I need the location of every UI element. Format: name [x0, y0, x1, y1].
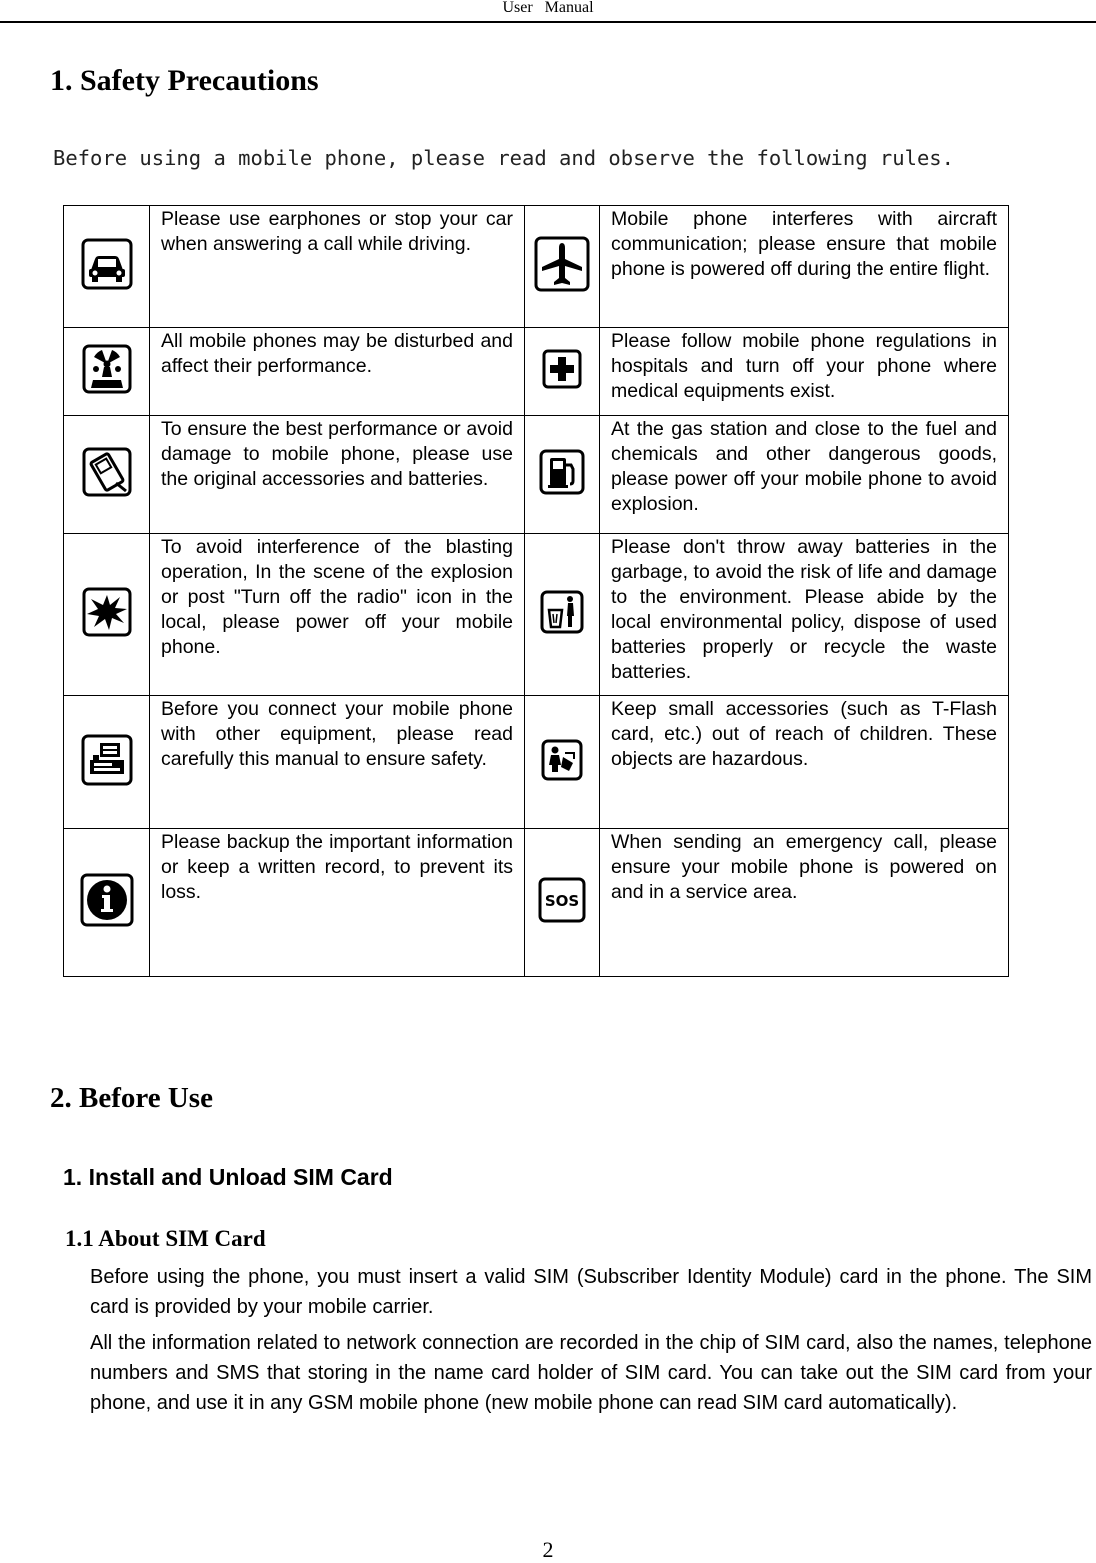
section-2-title: 2. Before Use: [50, 1082, 213, 1114]
explosion-icon: [82, 587, 132, 637]
precaution-accessories: To ensure the best performance or avoid damage to mobile phone, please use the original accessories and batteries.: [150, 416, 525, 534]
icon-cell: [525, 416, 600, 534]
table-row: [64, 416, 1009, 534]
subsection-title: 1. Install and Unload SIM Card: [63, 1164, 393, 1190]
table-row: [64, 206, 1009, 328]
icon-cell: [525, 829, 600, 977]
info-icon: [80, 873, 134, 927]
battery-accessory-icon: [82, 447, 132, 497]
precaution-emergency-call: When sending an emergency call, please ensure your mobile phone is powered on and in a service area.: [600, 829, 1009, 977]
section-1-title: 1. Safety Precautions: [50, 64, 319, 97]
icon-cell: [525, 696, 600, 829]
connect-equipment-icon: [81, 734, 133, 786]
icon-cell: [64, 416, 150, 534]
precaution-driving: Please use earphones or stop your car when answering a call while driving.: [150, 206, 525, 328]
table-row: [64, 829, 1009, 977]
paragraph: Before using the phone, you must insert a valid SIM (Subscriber Identity Module) card in the phone. The SIM card is provided by your mobile carrier.: [90, 1266, 1092, 1318]
sos-icon: [538, 877, 586, 923]
precaution-gas-station: At the gas station and close to the fuel and chemicals and other dangerous goods, please power off your mobile phone to avoid explosion.: [600, 416, 1009, 534]
precaution-backup: Please backup the important information or keep a written record, to prevent its loss.: [150, 829, 525, 977]
icon-cell: [64, 534, 150, 696]
icon-cell: [525, 328, 600, 416]
table-row: [64, 328, 1009, 416]
fuel-pump-icon: [539, 449, 585, 495]
precaution-hospitals: Please follow mobile phone regulations in hospitals and turn off your phone where medical equipments exist.: [600, 328, 1009, 416]
page-number: 2: [542, 1537, 554, 1562]
icon-cell: [64, 696, 150, 829]
section-1-intro: Before using a mobile phone, please read and observe the following rules.: [53, 146, 954, 170]
child-hazard-icon: [541, 739, 583, 781]
subsubsection-title: 1.1 About SIM Card: [65, 1226, 266, 1251]
precaution-small-accessories: Keep small accessories (such as T-Flash card, etc.) out of reach of children. These objects are hazardous.: [600, 696, 1009, 829]
icon-cell: [64, 206, 150, 328]
running-header: [0, 0, 1096, 23]
precaution-batteries-disposal: Please don't throw away batteries in the garbage, to avoid the risk of life and damage to the environment. Please abide by the local environmental policy, dispose of used batteries properly or recycle the waste batteries.: [600, 534, 1009, 696]
car-icon: [81, 238, 133, 290]
airplane-icon: [534, 236, 590, 292]
medical-cross-icon: [542, 349, 582, 389]
icon-cell: [525, 206, 600, 328]
sos-label: SOS: [544, 892, 580, 910]
icon-cell: [64, 328, 150, 416]
recycle-bin-icon: [540, 590, 584, 634]
header-left: User: [502, 0, 533, 16]
header-right: Manual: [544, 0, 594, 16]
paragraph: All the information related to network connection are recorded in the chip of SIM card, also the names, telephone numbers and SMS that storing in the name card holder of SIM card. You can take out the SIM card from your phone, and use it in any GSM mobile phone (new mobile phone can read SIM card automatically).: [90, 1332, 1092, 1414]
precaution-connect-equipment: Before you connect your mobile phone with other equipment, please read carefully this manual to ensure safety.: [150, 696, 525, 829]
table-row: [64, 696, 1009, 829]
precaution-blasting: To avoid interference of the blasting operation, In the scene of the explosion or post "Turn off the radio" icon in the local, please power off your mobile phone.: [150, 534, 525, 696]
table-row: [64, 534, 1009, 696]
radiation-icon: [82, 344, 132, 394]
precaution-interference: All mobile phones may be disturbed and affect their performance.: [150, 328, 525, 416]
icon-cell: [64, 829, 150, 977]
precaution-aircraft: Mobile phone interferes with aircraft communication; please ensure that mobile phone is powered off during the entire flight.: [600, 206, 1009, 328]
safety-precautions-table: [63, 205, 1009, 977]
icon-cell: [525, 534, 600, 696]
